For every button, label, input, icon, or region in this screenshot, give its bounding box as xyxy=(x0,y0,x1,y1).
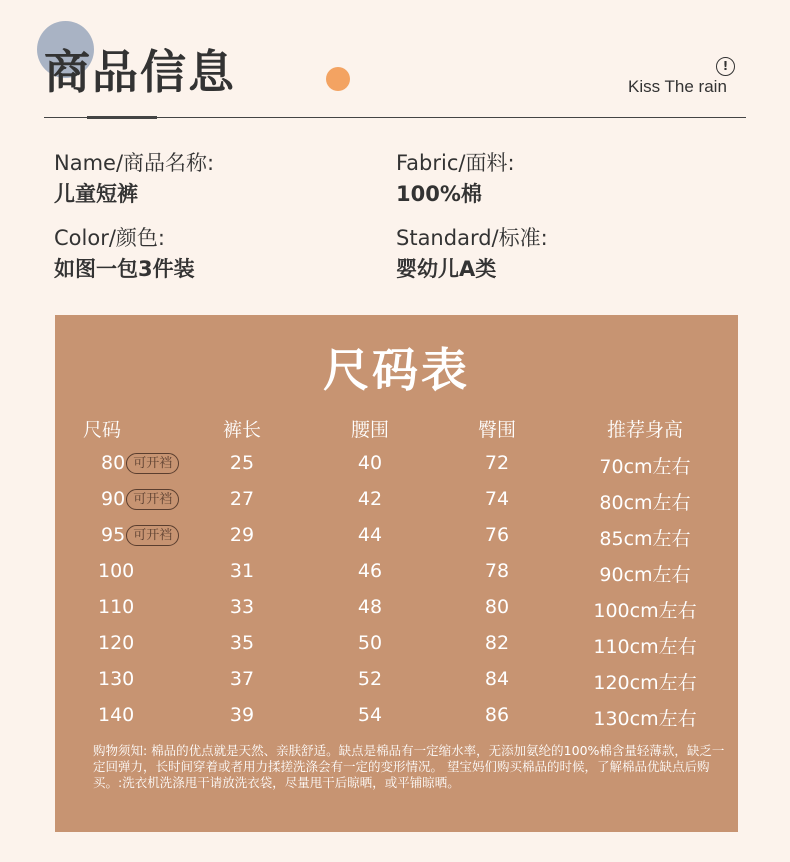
height-cell: 80cm左右 xyxy=(599,492,691,514)
hip-cell: 84 xyxy=(484,668,510,690)
length-cell: 39 xyxy=(229,704,255,726)
length-cell: 31 xyxy=(229,560,255,582)
size-cell xyxy=(101,488,179,510)
size-value: 140 xyxy=(98,704,135,726)
column-header-waist: 腰围 xyxy=(350,419,389,441)
waist-cell: 40 xyxy=(357,452,383,474)
fabric-info xyxy=(396,148,515,210)
size-value: 110 xyxy=(98,596,135,618)
size-cell xyxy=(101,524,179,546)
column-header-length: 裤长 xyxy=(222,419,261,441)
height-cell: 130cm左右 xyxy=(593,708,697,730)
color-value: 如图一包3件装 xyxy=(54,257,195,281)
hip-cell: 74 xyxy=(484,488,510,510)
size-table-title: 尺码表 xyxy=(323,343,470,397)
hip-cell: 78 xyxy=(484,560,510,582)
decorative-orange-dot xyxy=(326,67,350,91)
waist-cell: 42 xyxy=(357,488,383,510)
standard-label: Standard/标准: xyxy=(396,226,548,250)
size-cell xyxy=(98,704,134,726)
info-circle-icon: ! xyxy=(716,57,735,76)
fabric-label: Fabric/面料: xyxy=(396,151,515,175)
fabric-value: 100%棉 xyxy=(396,182,482,206)
height-cell: 90cm左右 xyxy=(599,564,691,586)
length-cell: 29 xyxy=(229,524,255,546)
size-value: 90 xyxy=(101,488,126,510)
standard-info xyxy=(396,223,548,285)
length-cell: 33 xyxy=(229,596,255,618)
height-cell: 110cm左右 xyxy=(593,636,697,658)
height-cell: 85cm左右 xyxy=(599,528,691,550)
column-header-size: 尺码 xyxy=(83,419,122,441)
size-value: 120 xyxy=(98,632,135,654)
height-cell: 70cm左右 xyxy=(599,456,691,478)
size-table-panel xyxy=(55,315,738,832)
height-cell: 100cm左右 xyxy=(593,600,697,622)
open-crotch-badge: 可开裆 xyxy=(126,453,179,474)
length-cell: 25 xyxy=(229,452,255,474)
waist-cell: 54 xyxy=(357,704,383,726)
hip-cell: 82 xyxy=(484,632,510,654)
height-cell: 120cm左右 xyxy=(593,672,697,694)
hip-cell: 86 xyxy=(484,704,510,726)
brand-name: Kiss The rain xyxy=(628,77,727,96)
waist-cell: 50 xyxy=(357,632,383,654)
open-crotch-badge: 可开裆 xyxy=(126,525,179,546)
color-label: Color/颜色: xyxy=(54,226,165,250)
waist-cell: 46 xyxy=(357,560,383,582)
length-cell: 27 xyxy=(229,488,255,510)
size-cell xyxy=(98,596,134,618)
waist-cell: 48 xyxy=(357,596,383,618)
standard-value: 婴幼儿A类 xyxy=(396,257,497,281)
size-value: 80 xyxy=(101,452,126,474)
length-cell: 37 xyxy=(229,668,255,690)
column-header-height: 推荐身高 xyxy=(606,419,683,441)
size-cell xyxy=(98,632,134,654)
shopping-notice: 购物须知: 棉品的优点就是天然、亲肤舒适。缺点是棉品有一定缩水率，无添加氨纶的100%棉含量轻薄款，缺乏一定回弹力，长时间穿着或者用力揉搓洗涤会有一定的变形情况。 望宝妈们购买棉品的时候，了解棉品优缺点后购买。:洗衣机洗涤甩干请放洗衣袋，尽量甩干后晾晒，或平铺晾晒。 xyxy=(93,743,725,790)
name-value: 儿童短裤 xyxy=(54,182,138,206)
page-title: 商品信息 xyxy=(44,45,236,99)
hip-cell: 72 xyxy=(484,452,510,474)
size-value: 130 xyxy=(98,668,135,690)
size-cell xyxy=(98,560,134,582)
length-cell: 35 xyxy=(229,632,255,654)
column-header-hip: 臀围 xyxy=(477,419,516,441)
color-info xyxy=(54,223,195,285)
size-value: 95 xyxy=(101,524,126,546)
waist-cell: 52 xyxy=(357,668,383,690)
waist-cell: 44 xyxy=(357,524,383,546)
name-info xyxy=(54,148,214,210)
open-crotch-badge: 可开裆 xyxy=(126,489,179,510)
size-cell xyxy=(101,452,179,474)
name-label: Name/商品名称: xyxy=(54,151,215,175)
hip-cell: 80 xyxy=(484,596,510,618)
hip-cell: 76 xyxy=(484,524,510,546)
size-cell xyxy=(98,668,134,690)
header-divider-accent xyxy=(87,116,157,119)
size-value: 100 xyxy=(98,560,135,582)
